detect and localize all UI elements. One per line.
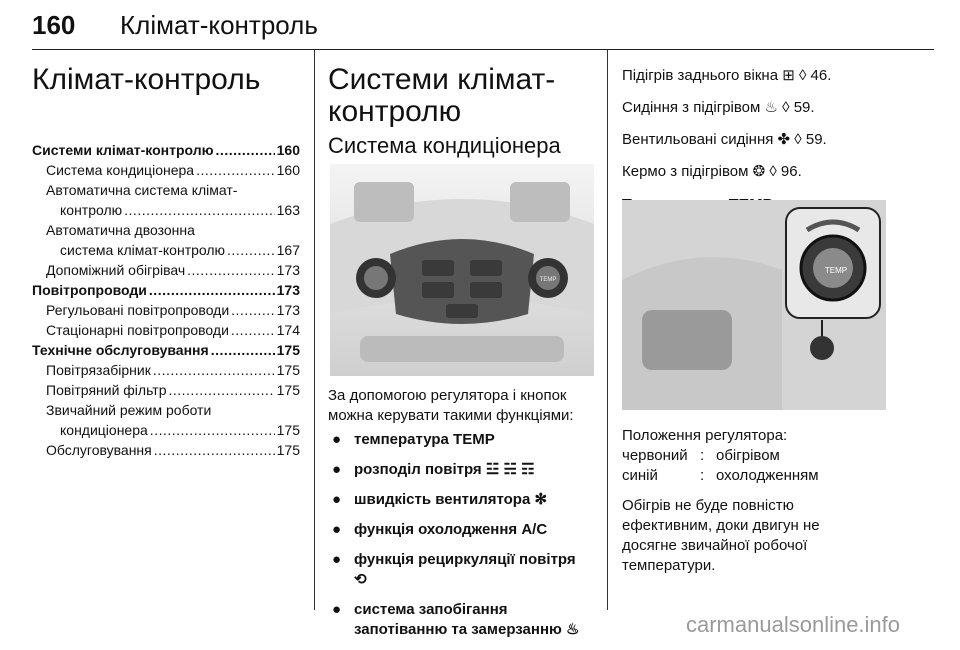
toc-leader xyxy=(211,341,275,359)
function-item xyxy=(328,550,594,590)
function-item-text: функція охолодження A/C xyxy=(354,521,548,538)
toc-entry-page: 174 xyxy=(276,322,300,338)
toc-leader xyxy=(187,261,275,279)
toc-entry xyxy=(32,181,300,201)
toc-leader xyxy=(150,421,275,439)
reference-item: Вентильовані сидіння ✤ ◊ 59. xyxy=(622,131,827,148)
function-item-text: температура TEMP xyxy=(354,431,495,448)
toc-entry-title: Обслуговування xyxy=(46,442,152,458)
function-item-text: швидкість вентилятора ✻ xyxy=(354,491,548,508)
positions-table xyxy=(622,446,819,486)
toc-entry-title: Повітряний фільтр xyxy=(46,382,167,398)
bullet-icon: ● xyxy=(332,491,342,508)
function-item xyxy=(328,520,594,540)
toc-leader xyxy=(124,201,274,219)
knob-temp-label: TEMP xyxy=(824,266,848,275)
toc-leader xyxy=(231,301,274,319)
function-item xyxy=(328,430,594,450)
page-number: 160 xyxy=(32,10,76,40)
toc-entry-title: контролю xyxy=(60,202,123,218)
note-line: температури. xyxy=(622,557,716,574)
toc-entry-title: Системи клімат-контролю xyxy=(32,142,214,158)
note-line: Обігрів не буде повністю xyxy=(622,497,794,514)
toc-leader xyxy=(149,281,275,299)
watermark: carmanualsonline.info xyxy=(686,612,901,637)
position-separator: : xyxy=(700,447,705,464)
toc-leader xyxy=(231,321,275,339)
header-rule xyxy=(32,49,934,50)
section-heading-line1: Системи клімат- xyxy=(328,63,556,96)
toc-entry xyxy=(32,241,300,261)
position-row xyxy=(622,446,819,466)
column-divider-1 xyxy=(314,50,315,610)
bullet-icon: ● xyxy=(332,521,342,538)
panel-temp-label: TEMP xyxy=(539,277,557,283)
function-list xyxy=(328,430,594,650)
function-item xyxy=(328,460,594,480)
table-of-contents xyxy=(32,141,300,461)
toc-entry-title: Стаціонарні повітропроводи xyxy=(46,322,229,338)
toc-entry-page: 173 xyxy=(276,262,300,278)
bullet-icon: ● xyxy=(332,601,342,618)
toc-entry-title: Регульовані повітропроводи xyxy=(46,302,230,318)
toc-entry-page: 163 xyxy=(276,202,300,218)
toc-entry-title: Технічне обслуговування xyxy=(32,342,209,358)
position-effect: обігрівом xyxy=(716,447,780,464)
toc-entry-title: система клімат-контролю xyxy=(60,242,226,258)
bullet-icon: ● xyxy=(332,431,342,448)
toc-entry xyxy=(32,301,300,321)
toc-leader xyxy=(227,241,275,259)
function-item-text: система запобігання запотіванню та замерзанню ♨ xyxy=(354,601,580,638)
function-item-text: функція рециркуляції повітря ⟲ xyxy=(354,551,576,588)
toc-entry xyxy=(32,281,300,301)
toc-entry-title: Повітрязабірник xyxy=(46,362,151,378)
toc-entry xyxy=(32,421,300,441)
reference-item: Підігрів заднього вікна ⊞ ◊ 46. xyxy=(622,67,832,84)
toc-entry xyxy=(32,161,300,181)
toc-entry-title: Автоматична двозонна xyxy=(46,222,195,238)
function-item xyxy=(328,600,594,640)
toc-entry xyxy=(32,441,300,461)
toc-entry-title: Система кондиціонера xyxy=(46,162,195,178)
section-heading-line2: контролю xyxy=(328,95,462,128)
bullet-icon: ● xyxy=(332,461,342,478)
toc-entry-title: Допоміжний обігрівач xyxy=(46,262,186,278)
toc-entry-page: 175 xyxy=(276,362,300,378)
toc-entry-title: Автоматична система клімат- xyxy=(46,182,238,198)
toc-entry-page: 173 xyxy=(276,302,300,318)
toc-entry-page: 175 xyxy=(276,442,300,458)
toc-entry xyxy=(32,361,300,381)
toc-entry-page: 175 xyxy=(276,342,300,358)
toc-leader xyxy=(153,361,275,379)
chapter-heading: Клімат-контроль xyxy=(32,63,261,96)
intro-text: За допомогою регулятора і кнопок можна керувати такими функціями: xyxy=(328,387,574,424)
running-title: Клімат-контроль xyxy=(120,10,318,40)
reference-list xyxy=(622,66,831,194)
positions-title: Положення регулятора: xyxy=(622,427,788,444)
toc-entry xyxy=(32,381,300,401)
note-line: ефективним, доки двигун не xyxy=(622,517,820,534)
column-divider-2 xyxy=(607,50,608,610)
position-effect: охолодженням xyxy=(716,467,819,484)
function-item-text: розподіл повітря ☳ ☵ ☶ xyxy=(354,461,535,478)
toc-entry xyxy=(32,401,300,421)
toc-entry-page: 173 xyxy=(276,282,300,298)
toc-entry-page: 175 xyxy=(276,382,300,398)
toc-leader xyxy=(168,381,274,399)
note-text xyxy=(622,496,886,576)
toc-entry-page: 175 xyxy=(276,422,300,438)
subsection-heading: Система кондиціонера xyxy=(328,133,561,158)
note-line: досягне звичайної робочої xyxy=(622,537,808,554)
toc-entry xyxy=(32,141,300,161)
toc-entry xyxy=(32,221,300,241)
position-separator: : xyxy=(700,467,705,484)
toc-entry-title: Повітропроводи xyxy=(32,282,147,298)
toc-leader xyxy=(196,161,275,179)
toc-entry xyxy=(32,261,300,281)
position-row xyxy=(622,466,819,486)
reference-item: Кермо з підігрівом ❂ ◊ 96. xyxy=(622,163,802,180)
control-panel-photo xyxy=(330,164,594,376)
bullet-icon: ● xyxy=(332,551,342,568)
position-color: синій xyxy=(622,467,658,484)
toc-entry xyxy=(32,341,300,361)
toc-entry-page: 160 xyxy=(276,162,300,178)
position-color: червоний xyxy=(622,447,688,464)
function-item xyxy=(328,490,594,510)
reference-item: Сидіння з підігрівом ♨ ◊ 59. xyxy=(622,99,815,116)
toc-entry-page: 160 xyxy=(276,142,300,158)
toc-entry xyxy=(32,321,300,341)
toc-entry xyxy=(32,201,300,221)
toc-leader xyxy=(216,141,275,159)
page-header xyxy=(32,10,318,41)
toc-entry-title: кондиціонера xyxy=(60,422,148,438)
toc-entry-page: 167 xyxy=(276,242,300,258)
temp-knob-photo xyxy=(622,200,886,410)
toc-entry-title: Звичайний режим роботи xyxy=(46,402,212,418)
toc-leader xyxy=(154,441,275,459)
